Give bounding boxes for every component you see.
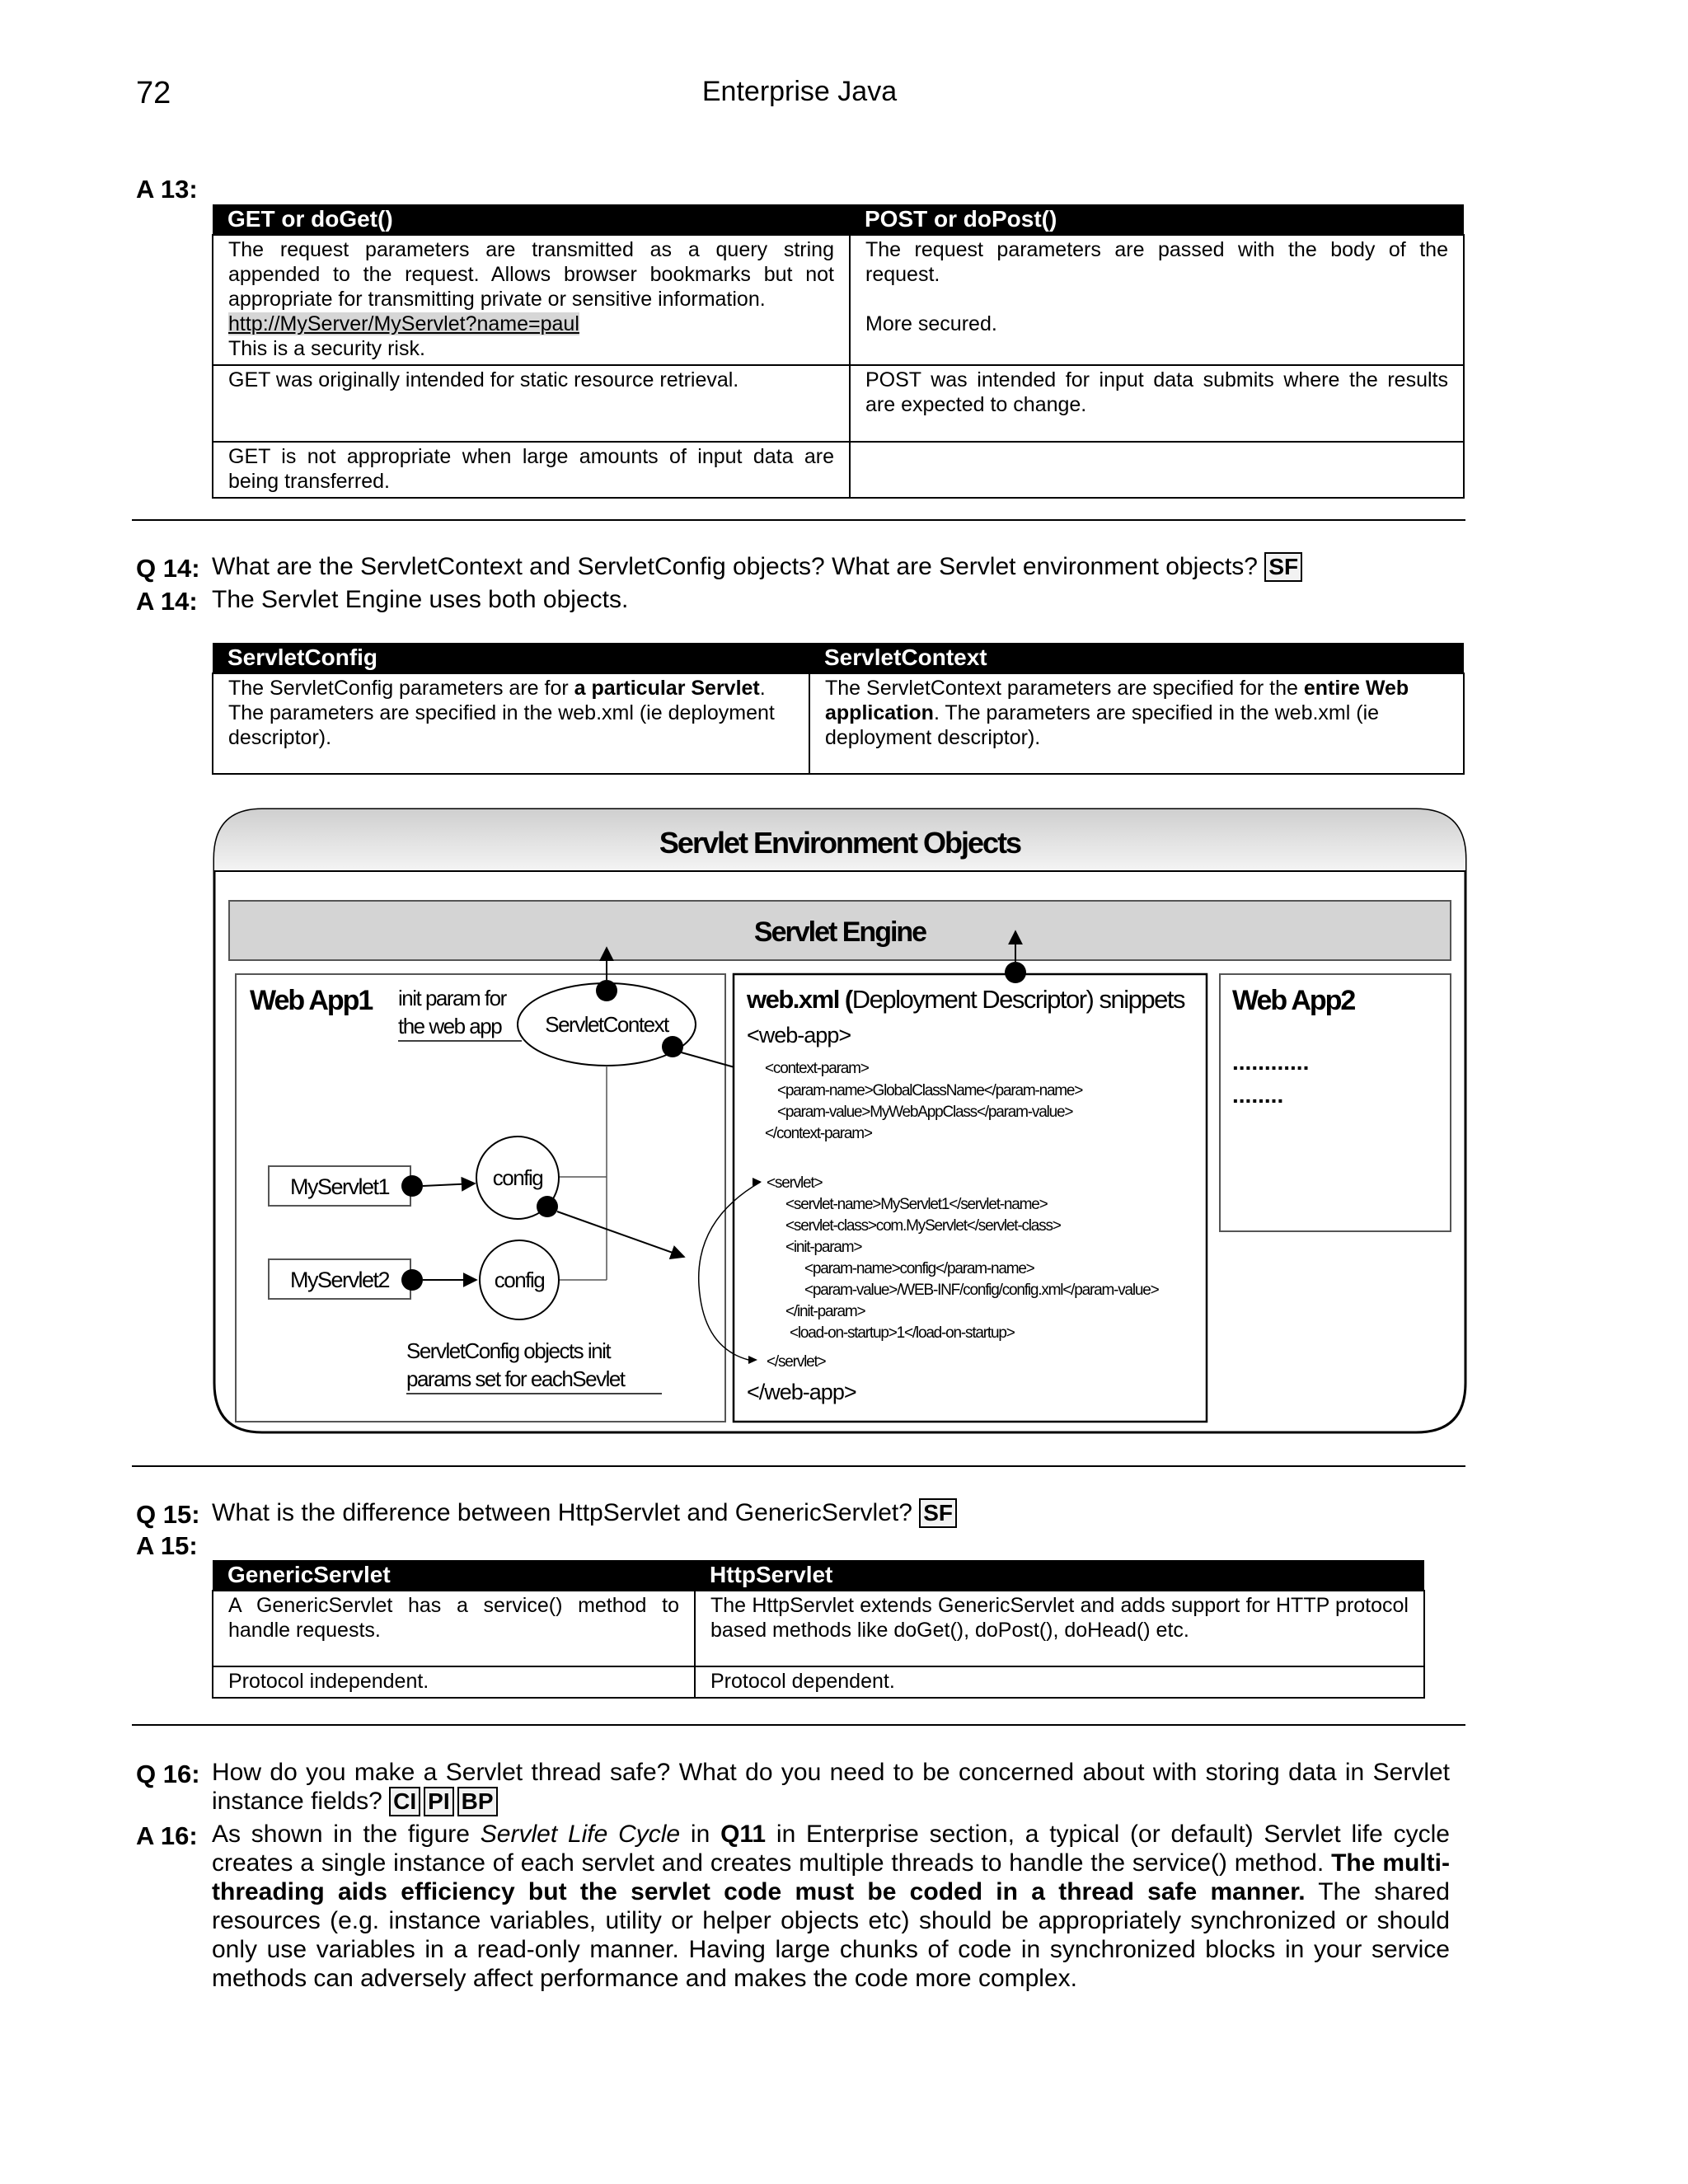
diagram-title: Servlet Environment Objects [659,826,1021,860]
q14-header-context: ServletContext [809,643,1464,673]
xml-line-9: <init-param> [785,1239,862,1256]
a13-cell-get-3: GET is not appropriate when large amounts of input data are being transferred. [213,442,850,498]
section-divider [132,1724,1465,1726]
q16-question: How do you make a Servlet thread safe? What do you need to be concerned about with storing data in Servlet instance fields? CI PI BP [212,1759,1450,1815]
webapp2-label: Web App2 [1232,985,1355,1016]
xml-line-5: </context-param> [765,1125,872,1142]
q14-table [212,643,1465,775]
xml-line-13: <load-on-startup>1</load-on-startup> [790,1324,1015,1342]
q15-question: What is the difference between HttpServlet and GenericServlet? SF [212,1498,957,1528]
a15-label: A 15: [136,1531,198,1560]
context-xml-dot [662,1036,683,1057]
servlet-engine-label: Servlet Engine [753,916,926,948]
q15-table [212,1560,1425,1699]
a13-header-post: POST or doPost() [850,204,1464,235]
xml-line-12: </init-param> [785,1303,865,1320]
a14-label: A 14: [136,587,198,616]
page-number: 72 [136,76,171,110]
running-header: Enterprise Java [701,76,898,107]
q14-cell-config: The ServletConfig parameters are for a particular Servlet. The parameters are specified in the web.xml (ie deployment descriptor). [213,673,809,774]
webapp2-dots-2: ........ [1232,1082,1284,1108]
a13-label: A 13: [136,175,198,204]
a13-cell-get-2: GET was originally intended for static resource retrieval. [213,365,850,442]
xml-line-6: <servlet> [767,1174,823,1192]
q15-label: Q 15: [136,1500,200,1529]
context-connector-dot [596,980,617,1001]
q14-question: What are the ServletContext and ServletConfig objects? What are Servlet environment objects? SF [212,552,1302,582]
a13-table [212,204,1465,499]
q15-header-generic: GenericServlet [213,1560,695,1591]
config2-label: config [494,1268,545,1292]
servlet-context-label: ServletContext [545,1012,668,1037]
xml-line-15: </web-app> [747,1380,856,1404]
a13-cell-get-1: The request parameters are transmitted as a query string appended to the request. Allows browser bookmarks but not appropriate for transmitting private or sensitive information. http://MyServer/MyServlet?name=paul This is a security risk. [213,235,850,365]
servlet1-label: MyServlet1 [289,1174,390,1199]
tag-sf: SF [919,1498,957,1528]
xml-line-2: <context-param> [765,1060,869,1077]
a13-cell-post-2: POST was intended for input data submits where the results are expected to change. [850,365,1464,442]
init-param-note-2: the web app [398,1014,502,1038]
q15-cell-http-2: Protocol dependent. [695,1666,1424,1698]
a14-answer: The Servlet Engine uses both objects. [212,586,629,613]
tag-sf: SF [1264,552,1302,582]
tag-bp: BP [457,1787,498,1816]
xml-line-14: </servlet> [767,1353,826,1371]
section-divider [132,519,1465,521]
q15-header-http: HttpServlet [695,1560,1424,1591]
a16-label: A 16: [136,1821,198,1850]
xml-line-3: <param-name>GlobalClassName</param-name> [777,1082,1083,1099]
a16-answer: As shown in the figure Servlet Life Cycle in Q11 in Enterprise section, a typical (or default) Servlet life cycle creates a single instance of each servlet and creates multiple threads to handle the service() method. The multi-threading aids efficiency but the servlet code must be coded in a thread safe manner. The shared resources (e.g. instance variables, utility or helper objects etc) should be appropriately synchronized or should only use variables in a read-only manner. Having large chunks of code in synchronized blocks in your service methods can adversely affect performance and makes the code more complex. [212,1821,1450,1992]
webapp2-dots-1: ............ [1232,1049,1310,1075]
tag-ci: CI [389,1787,420,1816]
servlet-environment-diagram [213,808,1467,1436]
a13-cell-post-3 [850,442,1464,498]
example-url-link[interactable]: http://MyServer/MyServlet?name=paul [228,312,579,335]
tag-pi: PI [424,1787,453,1816]
q16-label: Q 16: [136,1760,200,1788]
webxml-title: web.xml (Deployment Descriptor) snippets [747,985,1184,1014]
xml-line-11: <param-value>/WEB-INF/config/config.xml</param-value> [804,1282,1159,1299]
config-note-2: params set for eachSevlet [406,1366,625,1391]
a13-cell-post-1: The request parameters are passed with the body of the request. More secured. [850,235,1464,365]
config1-label: config [492,1165,543,1190]
q14-header-config: ServletConfig [213,643,809,673]
a13-header-get: GET or doGet() [213,204,850,235]
q15-cell-http-1: The HttpServlet extends GenericServlet and adds support for HTTP protocol based methods like doGet(), doPost(), doHead() etc. [695,1591,1424,1666]
xml-line-7: <servlet-name>MyServlet1</servlet-name> [785,1196,1048,1213]
xml-line-4: <param-value>MyWebAppClass</param-value> [777,1104,1073,1121]
servlet2-label: MyServlet2 [289,1268,390,1292]
q15-cell-generic-1: A GenericServlet has a service() method to handle requests. [213,1591,695,1666]
webapp1-label: Web App1 [250,985,373,1016]
q14-label: Q 14: [136,554,200,583]
config-note-1: ServletConfig objects init [406,1338,611,1363]
xml-line-1: <web-app> [747,1023,851,1047]
xml-line-10: <param-name>config</param-name> [804,1260,1034,1277]
q14-cell-context: The ServletContext parameters are specified for the entire Web application. The parameters are specified in the web.xml (ie deployment descriptor). [809,673,1464,774]
q15-cell-generic-2: Protocol independent. [213,1666,695,1698]
init-param-note-1: init param for [398,986,506,1010]
xml-line-8: <servlet-class>com.MyServlet</servlet-class> [785,1217,1061,1235]
section-divider [132,1465,1465,1467]
